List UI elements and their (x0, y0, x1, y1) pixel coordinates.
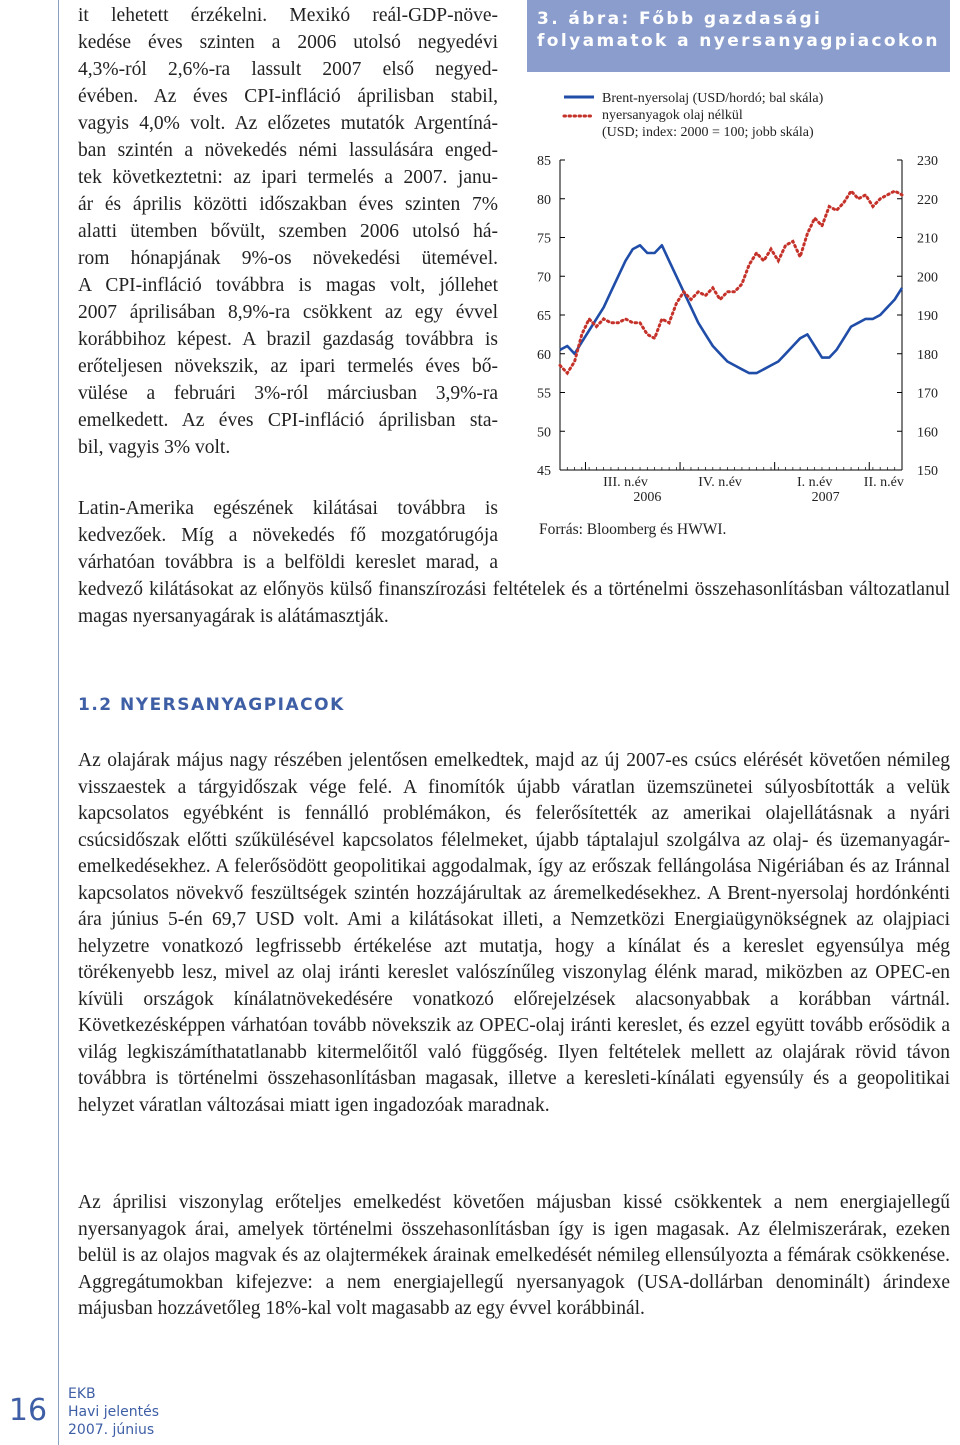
chart (527, 72, 950, 512)
right-tick-label: 200 (917, 270, 938, 286)
right-tick-label: 180 (917, 347, 938, 363)
section-title: 1.2 NYERSANYAGPIACOK (78, 695, 345, 715)
text-line: erőteljesen növekszik, az ipari termelés éves bő- (78, 356, 498, 377)
figure-header (527, 0, 950, 72)
section-paragraph: Az áprilisi viszonylag erőteljes emelkedést követően májusban kissé csökkentek a nem energiajellegű nyersanyagok árai, amelyek történelmi összehasonlításban így is igen magasak. Az élelmiszerárak, ezeken belül is az olajos magvak és az olajtermékek árainak emelkedését némileg ellensúlyozta a fémárak csökkenése. Aggregátumokban kifejezve: a nem energiajellegű nyersanyagok (USA-dollárban denominált) árindexe májusban hozzávetőleg 18%-kal volt magasabb az egy évvel korábbinál. (78, 1192, 950, 1319)
x-quarter-label: I. n.év (796, 475, 833, 490)
text-line: ár és április közötti időszakban éves szinten 7% (78, 194, 498, 215)
left-tick-label: 75 (537, 231, 551, 247)
text-line: rom hónapjának 9%-os növekedési ütemével. (78, 248, 498, 269)
text-line: vagyis 4,0% volt. Az előzetes mutatók Argentíná- (78, 113, 498, 134)
x-quarter-label: II. n.év (863, 475, 904, 490)
footer-publication: Havi jelentés (68, 1404, 160, 1420)
section-paragraph: Az olajárak május nagy részében jelentősen emelkedtek, majd az új 2007-es csúcs elérését követően némileg visszaestek a tárgyidőszak vége felé. A finomítók újabb váratlan üzemszünetei súlyosbították a velük kapcsolatos egyébként is fennálló problémákon, és felerősítették az amerikai olajellátásnak a nyári csúcsidőszak előtti szűkülésével kapcsolatos félelmeket, újabb táptalajul szolgálva az olaj- és üzemanyagár-emelkedésekhez. A felerősödött geopolitikai aggodalmak, így az erőszak fellángolása Nigériában és az Iránnal kapcsolatos növekvő feszültségek szintén hozzájárultak az áremelkedésekhez. A Brent-nyersolaj hordónkénti ára június 5-én 69,7 USD volt. Ami a kilátásokat illeti, a Nemzetközi Energiaügynökségnek az olajpiaci helyzetre vonatkozó legfrissebb értékelése azt mutatja, hogy a kínálat és a kereslet egyensúlya még törékenyebb lesz, mivel az olaj iránti kereslet valószínűleg viszonylag élénk marad, miközben az OPEC-en kívüli országok kínálatnövekedésére vonatkozó előrejelzések alacsonyabbak a korábban vártnál. Következésképpen várhatóan tovább növekszik az OPEC-olaj iránti kereslet, és ezzel együtt tovább erősödik a világ legkiszámíthatatlanabb kitermelőitől való függőség. Ilyen feltételek mellett az olajárak rövid távon továbbra is történelmi összehasonlításban magasak, illetve a keresleti-kínálati egyensúly és a geopolitikai helyzet váratlan változásai miatt igen ingadozóak maradnak. (78, 750, 950, 1116)
left-tick-label: 85 (537, 154, 551, 169)
text-line: kedvezőek. Míg a növekedés fő mozgatórugója (78, 525, 498, 546)
x-year-label: 2006 (633, 490, 662, 505)
right-tick-label: 190 (917, 309, 938, 324)
legend-entry: (USD; index: 2000 = 100; jobb skála) (602, 125, 814, 140)
legend-entry: Brent-nyersolaj (USD/hordó; bal skála) (602, 91, 824, 106)
latam-paragraph-continuation: kedvező kilátásokat az előnyös külső finanszírozási feltételek és a történelmi összehasonlításban változatlanul magas nyersanyagárak is alátámasztják. (78, 579, 950, 627)
text-line: A CPI-infláció továbbra is magas volt, jóllehet (78, 275, 498, 296)
margin-rule (58, 0, 59, 1445)
series-brent-line (560, 245, 902, 373)
figure-title: 3. ábra: Főbb gazdasági folyamatok a nyersanyagpiacokon (537, 9, 940, 51)
left-tick-label: 50 (537, 425, 551, 441)
text-line: it lehetett érzékelni. Mexikó reál-GDP-növe- (78, 5, 498, 26)
figure-body (527, 72, 950, 548)
legend-entry: nyersanyagok olaj nélkül (602, 108, 743, 123)
left-tick-label: 60 (537, 347, 551, 363)
x-quarter-label: IV. n.év (698, 475, 742, 490)
footer-date: 2007. június (68, 1422, 155, 1438)
figure-source: Forrás: Bloomberg és HWWI. (539, 521, 727, 538)
text-line: emelkedett. Az éves CPI-infláció áprilisban sta- (78, 410, 498, 431)
x-year-label: 2007 (811, 490, 840, 505)
text-line: korábbihoz képest. A brazil gazdaság továbbra is (78, 329, 498, 350)
right-tick-label: 210 (917, 231, 938, 247)
left-tick-label: 80 (537, 192, 551, 208)
text-line: tek következtetni: az ipari termelés a 2007. janu- (78, 167, 498, 188)
text-line: ban szintén a növekedés némi lassulására enged- (78, 140, 498, 161)
right-tick-label: 150 (917, 464, 938, 479)
text-line: bil, vagyis 3% volt. (78, 437, 231, 458)
figure-3 (527, 0, 950, 548)
left-tick-label: 45 (537, 464, 551, 479)
right-tick-label: 230 (917, 154, 938, 169)
left-tick-label: 70 (537, 270, 551, 286)
right-tick-label: 170 (917, 386, 938, 402)
right-tick-label: 220 (917, 192, 938, 208)
footer-publisher: EKB (68, 1386, 96, 1402)
text-line: Latin-Amerika egészének kilátásai továbbra is (78, 498, 498, 519)
text-line: várhatóan továbbra is a belföldi kereslet marad, a (78, 552, 498, 573)
series-nonoil-line (560, 191, 902, 373)
right-tick-label: 160 (917, 425, 938, 441)
text-line: évében. Az éves CPI-infláció áprilisban stabil, (78, 86, 498, 107)
text-line: vülése a februári 3%-ról márciusban 3,9%-ra (78, 383, 498, 404)
text-line: kedése éves szinten a 2006 utolsó negyedévi (78, 32, 498, 53)
left-tick-label: 55 (537, 386, 551, 402)
text-line: alatti ütemben bővült, szemben 2006 utolsó há- (78, 221, 498, 242)
text-line: 4,3%-ról 2,6%-ra lassult 2007 első negyed- (78, 59, 498, 80)
x-quarter-label: III. n.év (603, 475, 648, 490)
left-tick-label: 65 (537, 309, 551, 324)
page-number: 16 (8, 1392, 48, 1428)
text-line: 2007 áprilisában 8,9%-ra csökkent az egy évvel (78, 302, 498, 323)
footer-imprint (68, 1385, 159, 1439)
